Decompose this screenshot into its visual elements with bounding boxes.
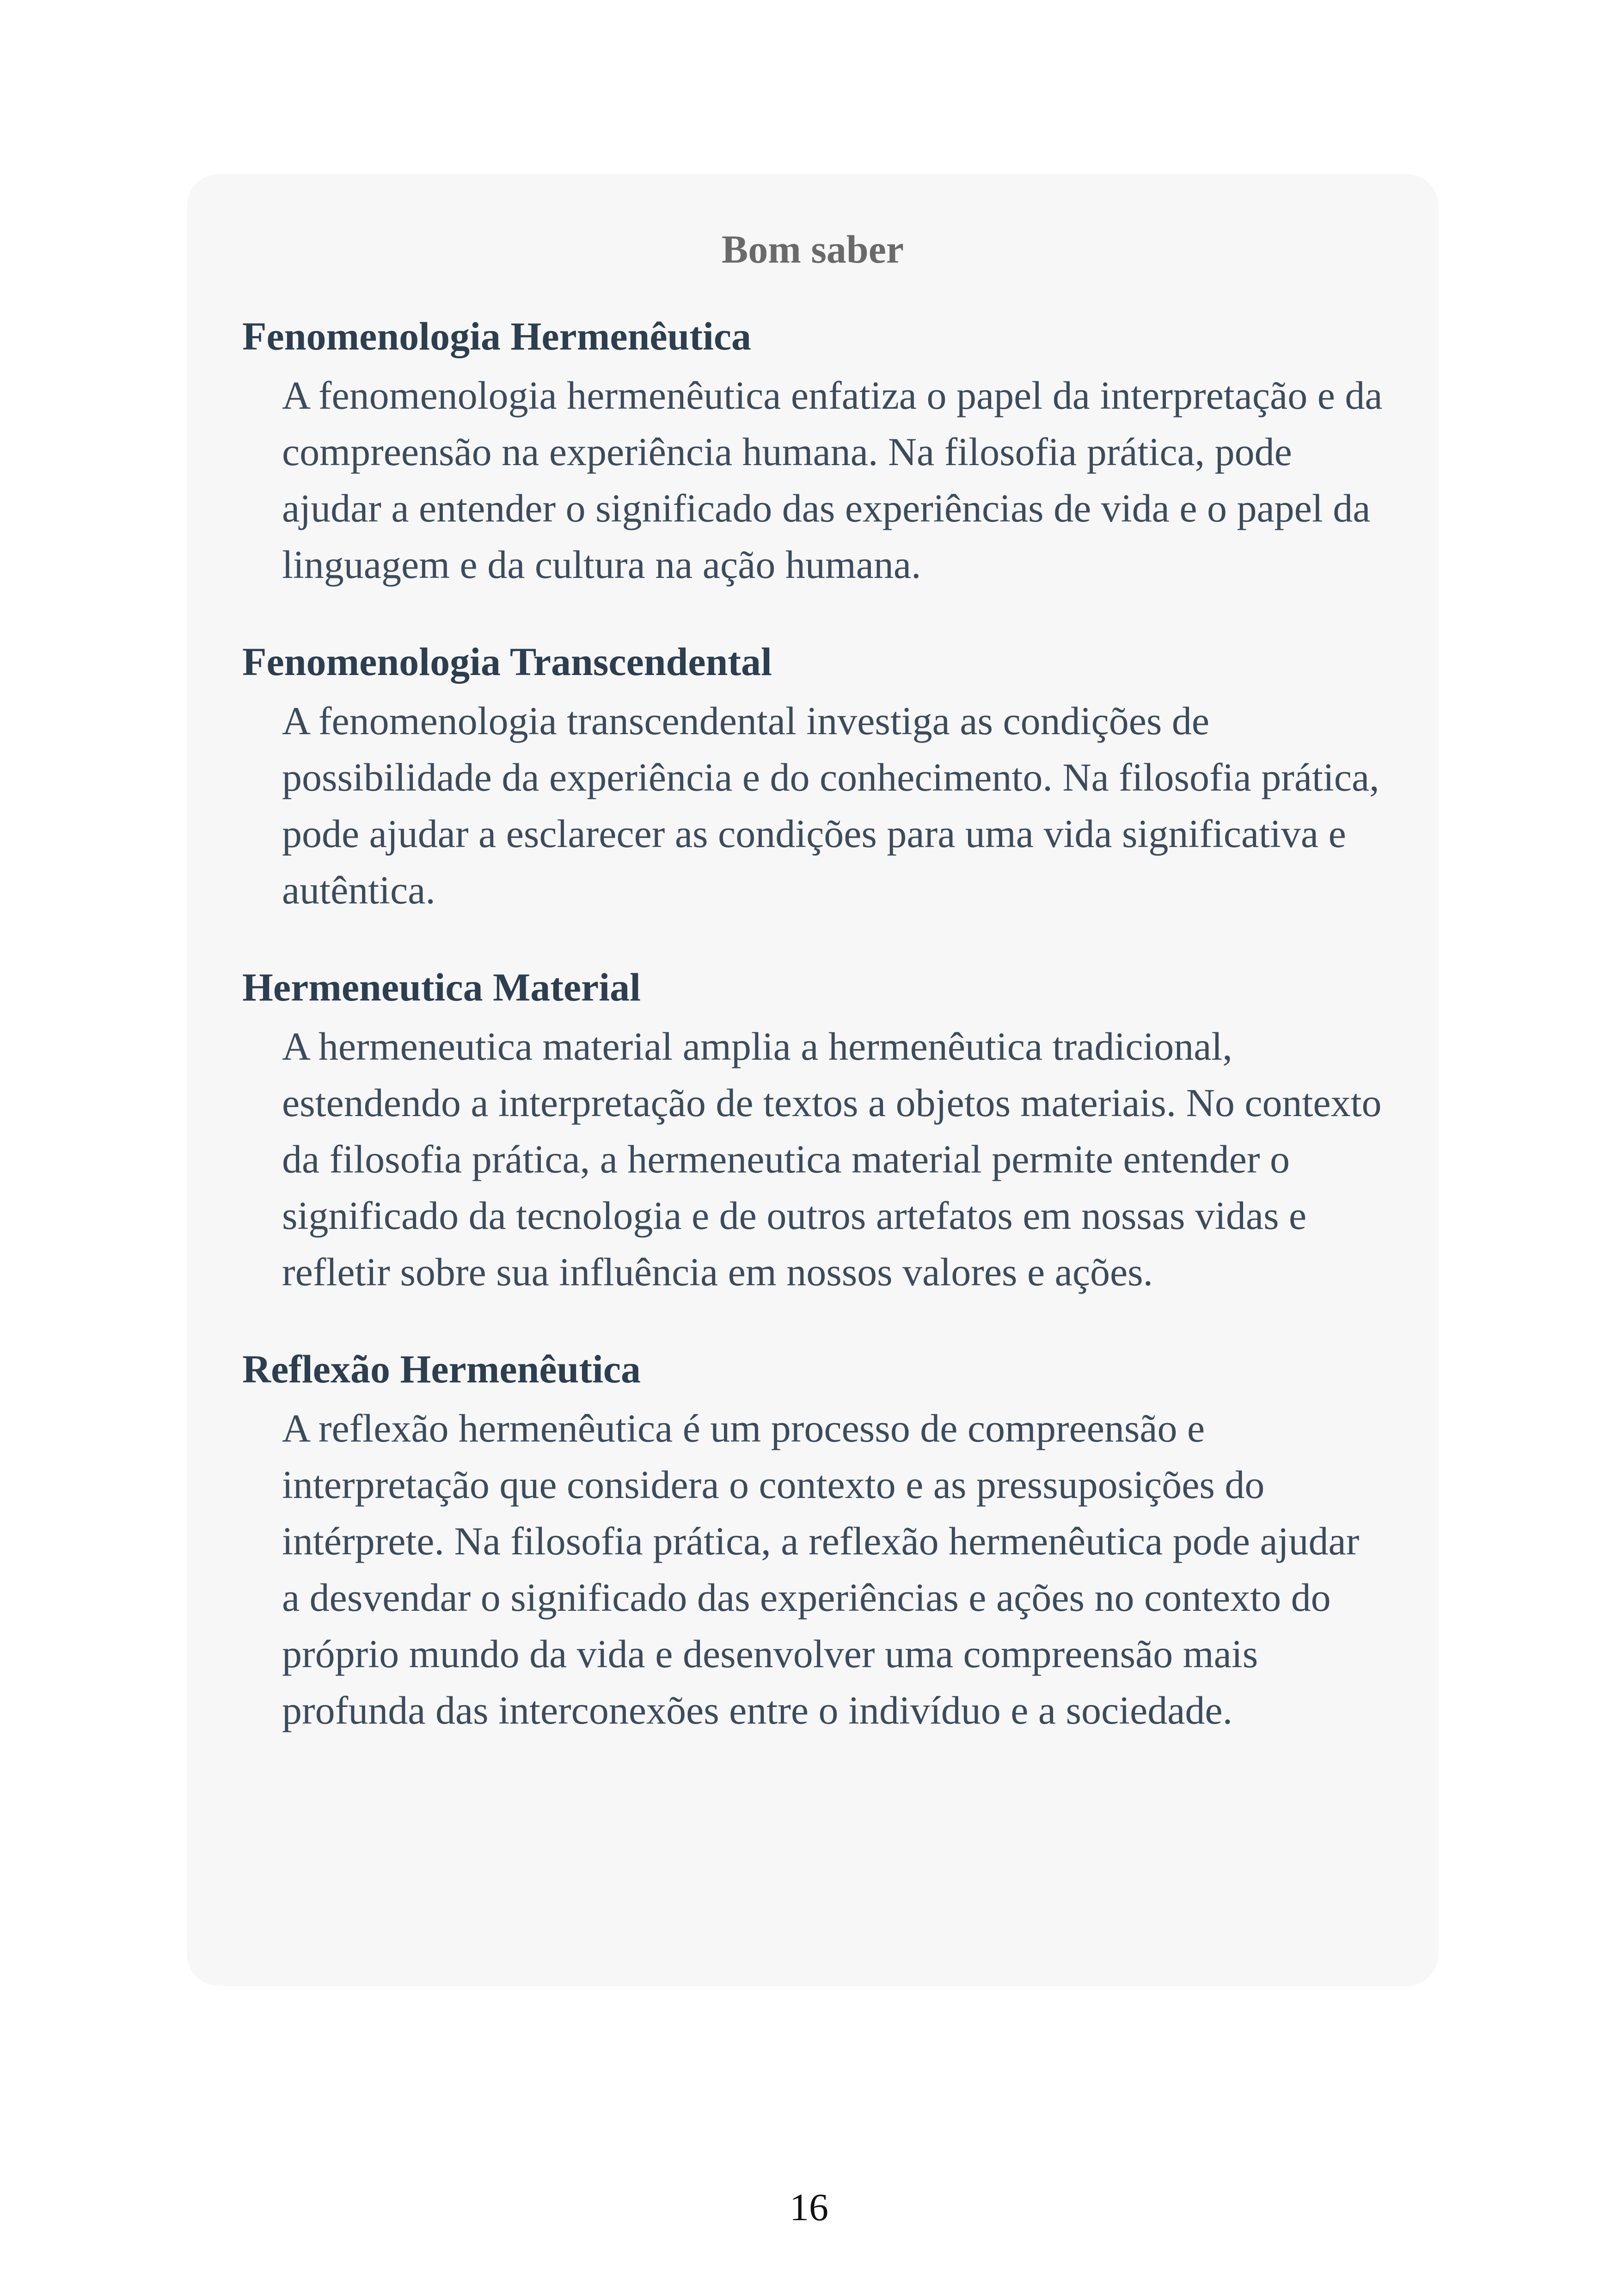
entry-definition: A fenomenologia hermenêutica enfatiza o papel da interpretação e da compreensão na experiência humana. Na filosofia prática, pode ajudar a entender o significado das experiências de vida e o papel da linguagem e da cultura na ação humana. bbox=[282, 373, 1383, 587]
glossary-entry bbox=[242, 311, 1383, 593]
glossary-entry bbox=[242, 1344, 1383, 1738]
info-box bbox=[187, 174, 1439, 1986]
page-number: 16 bbox=[790, 2186, 828, 2229]
entry-term: Fenomenologia Hermenêutica bbox=[242, 314, 752, 358]
entry-term: Fenomenologia Transcendental bbox=[242, 639, 772, 684]
box-title: Bom saber bbox=[721, 227, 904, 271]
glossary-entry bbox=[242, 962, 1383, 1300]
glossary-entry bbox=[242, 636, 1383, 918]
entry-definition: A fenomenologia transcendental investiga as condições de possibilidade da experiência e do conhecimento. Na filosofia prática, pode ajudar a esclarecer as condições para uma vida significativa e autêntica. bbox=[282, 699, 1379, 912]
entry-term: Reflexão Hermenêutica bbox=[242, 1347, 641, 1391]
entry-definition: A reflexão hermenêutica é um processo de compreensão e interpretação que considera o contexto e as pressuposições do intérprete. Na filosofia prática, a reflexão hermenêutica pode ajudar a desvendar o significado das experiências e ações no contexto do próprio mundo da vida e desenvolver uma compreensão mais profunda das interconexões entre o indivíduo e a sociedade. bbox=[282, 1406, 1360, 1732]
entry-term: Hermeneutica Material bbox=[242, 965, 641, 1009]
entry-definition: A hermeneutica material amplia a hermenêutica tradicional, estendendo a interpretação de textos a objetos materiais. No contexto da filosofia prática, a hermeneutica material permite entender o significado da tecnologia e de outros artefatos em nossas vidas e refletir sobre sua influência em nossos valores e ações. bbox=[282, 1024, 1382, 1294]
